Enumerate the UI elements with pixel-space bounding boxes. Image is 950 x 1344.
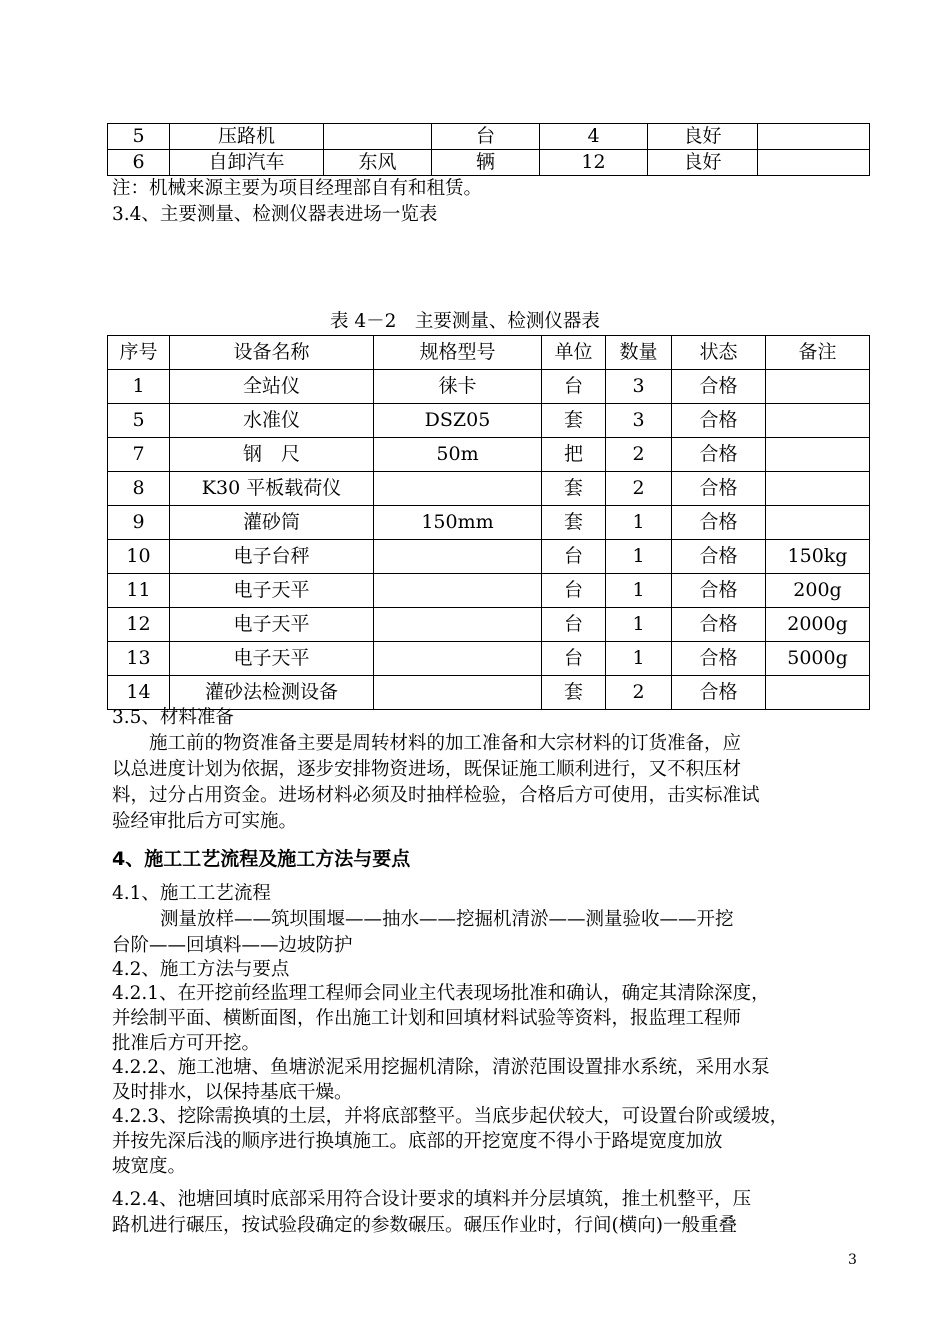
cell-unit: 套 (542, 404, 606, 438)
cell-no: 1 (108, 370, 170, 404)
table-row (108, 574, 870, 608)
cell-unit: 辆 (432, 150, 540, 176)
table-row (108, 370, 870, 404)
header-spec: 规格型号 (374, 336, 542, 370)
cell-note (758, 124, 870, 150)
cell-name: 灌砂法检测设备 (170, 676, 374, 710)
table-header-row (108, 336, 870, 370)
cell-note (766, 404, 870, 438)
cell-no: 9 (108, 506, 170, 540)
paragraph-line: 4.2.4、池塘回填时底部采用符合设计要求的填料并分层填筑，推土机整平，压 (112, 1189, 752, 1210)
paragraph-line: 并按先深后浅的顺序进行换填施工。底部的开挖宽度不得小于路堤宽度加放 (112, 1131, 723, 1152)
cell-status: 合格 (672, 574, 766, 608)
paragraph-line: 料，过分占用资金。进场材料必须及时抽样检验，合格后方可使用，击实标准试 (112, 785, 760, 806)
cell-name: 电子天平 (170, 642, 374, 676)
paragraph-line: 坡宽度。 (112, 1156, 187, 1177)
paragraph-line: 并绘制平面、横断面图，作出施工计划和回填材料试验等资料，报监理工程师 (112, 1008, 742, 1029)
paragraph-line: 以总进度计划为依据，逐步安排物资进场，既保证施工顺利进行，又不积压材 (112, 759, 742, 780)
table-row (108, 540, 870, 574)
table-row (108, 506, 870, 540)
cell-note: 5000g (766, 642, 870, 676)
cell-unit: 把 (542, 438, 606, 472)
cell-status: 合格 (672, 370, 766, 404)
cell-spec (374, 574, 542, 608)
cell-note: 2000g (766, 608, 870, 642)
cell-spec: 50m (374, 438, 542, 472)
cell-no: 5 (108, 124, 170, 150)
cell-spec (374, 676, 542, 710)
cell-unit: 台 (542, 642, 606, 676)
table-row (108, 676, 870, 710)
cell-note (766, 676, 870, 710)
cell-status: 合格 (672, 642, 766, 676)
table-row (108, 124, 870, 150)
header-qty: 数量 (606, 336, 672, 370)
cell-status: 合格 (672, 438, 766, 472)
table-row (108, 438, 870, 472)
cell-no: 7 (108, 438, 170, 472)
cell-unit: 台 (542, 540, 606, 574)
cell-unit: 台 (432, 124, 540, 150)
cell-unit: 台 (542, 608, 606, 642)
cell-status: 合格 (672, 472, 766, 506)
cell-spec: 东风 (324, 150, 432, 176)
cell-note (766, 438, 870, 472)
cell-spec (374, 540, 542, 574)
cell-note: 200g (766, 574, 870, 608)
cell-spec: 徕卡 (374, 370, 542, 404)
header-no: 序号 (108, 336, 170, 370)
cell-note (766, 370, 870, 404)
cell-name: 电子台秤 (170, 540, 374, 574)
paragraph-line: 4.2.1、在开挖前经监理工程师会同业主代表现场批准和确认，确定其清除深度， (112, 983, 770, 1004)
machine-footnote: 注：机械来源主要为项目经理部自有和租赁。 (112, 178, 483, 199)
cell-name: 电子天平 (170, 608, 374, 642)
cell-spec (374, 608, 542, 642)
cell-spec: 150mm (374, 506, 542, 540)
paragraph-line: 及时排水，以保持基底干燥。 (112, 1082, 353, 1103)
cell-unit: 台 (542, 574, 606, 608)
cell-no: 13 (108, 642, 170, 676)
cell-note: 150kg (766, 540, 870, 574)
cell-no: 10 (108, 540, 170, 574)
cell-name: 压路机 (170, 124, 324, 150)
cell-spec (374, 642, 542, 676)
cell-note (766, 506, 870, 540)
cell-spec: DSZ05 (374, 404, 542, 438)
cell-qty: 1 (606, 574, 672, 608)
machinery-table (107, 123, 870, 176)
paragraph-line: 批准后方可开挖。 (112, 1033, 261, 1054)
cell-status: 良好 (648, 124, 758, 150)
cell-no: 6 (108, 150, 170, 176)
cell-no: 12 (108, 608, 170, 642)
cell-spec (374, 472, 542, 506)
table-row (108, 150, 870, 176)
cell-name: 自卸汽车 (170, 150, 324, 176)
cell-qty: 1 (606, 642, 672, 676)
cell-name: 灌砂筒 (170, 506, 374, 540)
chapter-4-title: 4、施工工艺流程及施工方法与要点 (112, 848, 411, 870)
section-3-5-title: 3.5、材料准备 (112, 707, 234, 728)
table-row (108, 404, 870, 438)
paragraph-line: 4.2.2、施工池塘、鱼塘淤泥采用挖掘机清除，清淤范围设置排水系统，采用水泵 (112, 1057, 770, 1078)
cell-unit: 套 (542, 472, 606, 506)
header-note: 备注 (766, 336, 870, 370)
cell-unit: 套 (542, 676, 606, 710)
section-3-4-title: 3.4、主要测量、检测仪器表进场一览表 (112, 204, 438, 225)
cell-status: 合格 (672, 676, 766, 710)
cell-status: 合格 (672, 540, 766, 574)
header-status: 状态 (672, 336, 766, 370)
cell-status: 合格 (672, 608, 766, 642)
cell-status: 良好 (648, 150, 758, 176)
cell-note (758, 150, 870, 176)
cell-name: 电子天平 (170, 574, 374, 608)
header-name: 设备名称 (170, 336, 374, 370)
paragraph-line: 施工前的物资准备主要是周转材料的加工准备和大宗材料的订货准备，应 (149, 733, 742, 754)
cell-qty: 1 (606, 506, 672, 540)
cell-unit: 台 (542, 370, 606, 404)
cell-qty: 2 (606, 676, 672, 710)
section-4-2-title: 4.2、施工方法与要点 (112, 959, 290, 980)
instrument-table-caption: 表 4－2 主要测量、检测仪器表 (330, 311, 600, 332)
cell-qty: 12 (540, 150, 648, 176)
table-row (108, 642, 870, 676)
cell-no: 5 (108, 404, 170, 438)
cell-unit: 套 (542, 506, 606, 540)
cell-qty: 1 (606, 540, 672, 574)
instrument-table (107, 335, 870, 710)
cell-name: 钢 尺 (170, 438, 374, 472)
cell-qty: 3 (606, 404, 672, 438)
cell-qty: 1 (606, 608, 672, 642)
cell-no: 8 (108, 472, 170, 506)
cell-qty: 3 (606, 370, 672, 404)
paragraph-line: 测量放样——筑坝围堰——抽水——挖掘机清淤——测量验收——开挖 (160, 909, 734, 930)
page-number: 3 (848, 1252, 857, 1268)
paragraph-line: 验经审批后方可实施。 (112, 811, 298, 832)
cell-no: 11 (108, 574, 170, 608)
header-unit: 单位 (542, 336, 606, 370)
table-row (108, 608, 870, 642)
cell-spec (324, 124, 432, 150)
cell-no: 14 (108, 676, 170, 710)
cell-qty: 4 (540, 124, 648, 150)
cell-qty: 2 (606, 472, 672, 506)
cell-status: 合格 (672, 506, 766, 540)
cell-note (766, 472, 870, 506)
cell-qty: 2 (606, 438, 672, 472)
cell-name: K30 平板载荷仪 (170, 472, 374, 506)
cell-status: 合格 (672, 404, 766, 438)
section-4-1-title: 4.1、施工工艺流程 (112, 883, 271, 904)
paragraph-line: 4.2.3、挖除需换填的土层，并将底部整平。当底步起伏较大，可设置台阶或缓坡， (112, 1106, 789, 1127)
paragraph-line: 路机进行碾压，按试验段确定的参数碾压。碾压作业时，行间(横向)一般重叠 (112, 1215, 737, 1236)
paragraph-line: 台阶——回填料——边坡防护 (112, 935, 353, 956)
table-row (108, 472, 870, 506)
cell-name: 全站仪 (170, 370, 374, 404)
cell-name: 水准仪 (170, 404, 374, 438)
